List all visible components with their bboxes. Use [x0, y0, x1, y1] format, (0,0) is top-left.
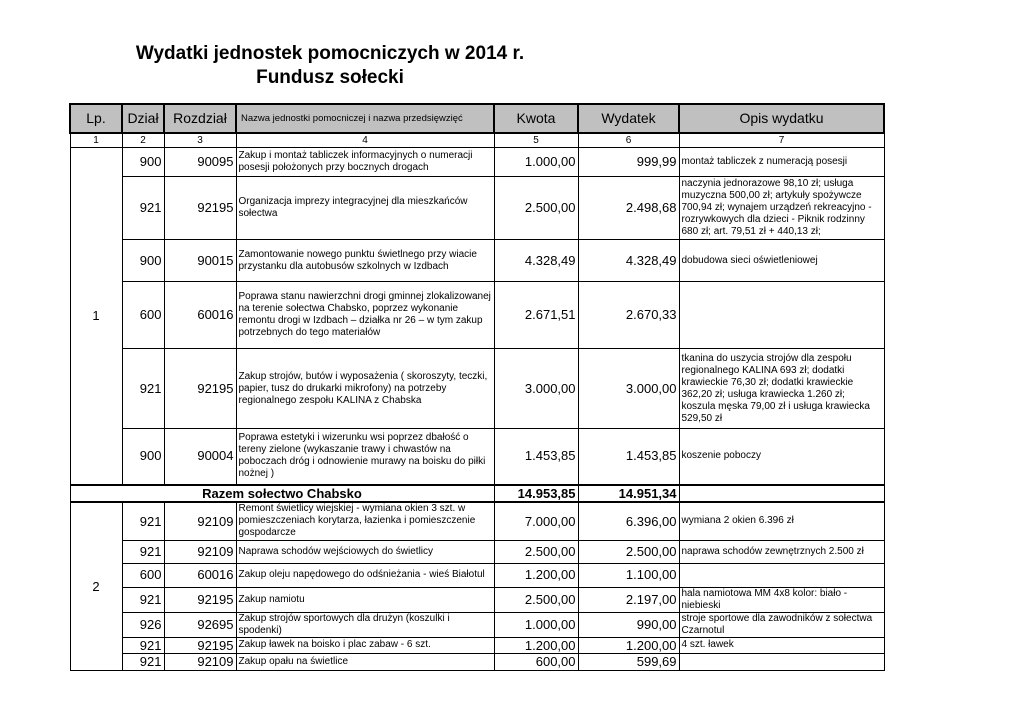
cell-rozdzial: 90095: [164, 148, 236, 177]
cell-wydatek: 2.500,00: [578, 540, 679, 563]
cell-opis: hala namiotowa MM 4x8 kolor: biało - niebieski: [679, 587, 884, 612]
header-opis: Opis wydatku: [679, 104, 884, 133]
table-row: [70, 177, 884, 240]
cell-dzial: 921: [122, 349, 164, 429]
table-row: [70, 429, 884, 485]
cell-opis: naczynia jednorazowe 98,10 zł; usługa muzyczna 500,00 zł; artykuły spożywcze 700,94 zł; wynajem urządzeń rekreacyjno - rozrywkowych dla dzieci - Piknik rodzinny 680 zł; art. 79,51 zł + 440,13 zł;: [679, 177, 884, 240]
cell-kwota: 600,00: [494, 654, 578, 671]
column-number: 1: [70, 133, 122, 148]
column-number: 7: [679, 133, 884, 148]
cell-dzial: 900: [122, 240, 164, 282]
cell-rozdzial: 92195: [164, 349, 236, 429]
cell-rozdzial: 90015: [164, 240, 236, 282]
column-number: 6: [578, 133, 679, 148]
cell-dzial: 921: [122, 177, 164, 240]
cell-wydatek: 599,69: [578, 654, 679, 671]
cell-dzial: 921: [122, 502, 164, 540]
cell-dzial: 921: [122, 637, 164, 654]
cell-dzial: 921: [122, 540, 164, 563]
column-number-row: [70, 133, 884, 148]
cell-wydatek: 999,99: [578, 148, 679, 177]
cell-dzial: 900: [122, 429, 164, 485]
cell-kwota: 4.328,49: [494, 240, 578, 282]
cell-nazwa: Poprawa stanu nawierzchni drogi gminnej zlokalizowanej na terenie sołectwa Chabsko, poprzez wykonanie remontu drogi w Izdbach – działka nr 26 – w tym zakup potrzebnych do tego materiałów: [236, 282, 494, 349]
cell-rozdzial: 92109: [164, 540, 236, 563]
expenses-table: [69, 103, 885, 671]
cell-wydatek: 3.000,00: [578, 349, 679, 429]
table-row: [70, 563, 884, 587]
cell-dzial: 926: [122, 612, 164, 637]
cell-opis: montaż tabliczek z numeracją posesji: [679, 148, 884, 177]
cell-wydatek: 6.396,00: [578, 502, 679, 540]
cell-nazwa: Remont świetlicy wiejskiej - wymiana okien 3 szt. w pomieszczeniach korytarza, łazienka i pomieszczenie gospodarcze: [236, 502, 494, 540]
table-row: [70, 349, 884, 429]
table-row: [70, 540, 884, 563]
cell-kwota: 3.000,00: [494, 349, 578, 429]
cell-rozdzial: 92109: [164, 502, 236, 540]
summary-label: Razem sołectwo Chabsko: [70, 485, 494, 503]
header-kwota: Kwota: [494, 104, 578, 133]
cell-rozdzial: 92695: [164, 612, 236, 637]
table-header-row: [70, 104, 884, 133]
table-row: [70, 654, 884, 671]
page-title: Wydatki jednostek pomocniczych w 2014 r.: [135, 43, 525, 64]
cell-wydatek: 4.328,49: [578, 240, 679, 282]
cell-rozdzial: 92109: [164, 654, 236, 671]
header-rozdzial: Rozdział: [164, 104, 236, 133]
header-nazwa: Nazwa jednostki pomocniczej i nazwa przedsięwzięć: [236, 104, 494, 133]
cell-opis: stroje sportowe dla zawodników z sołectwa Czarnotul: [679, 612, 884, 637]
cell-rozdzial: 92195: [164, 637, 236, 654]
table-row: [70, 587, 884, 612]
cell-opis: [679, 563, 884, 587]
header-dzial: Dział: [122, 104, 164, 133]
cell-dzial: 921: [122, 654, 164, 671]
cell-rozdzial: 60016: [164, 563, 236, 587]
cell-nazwa: Naprawa schodów wejściowych do świetlicy: [236, 540, 494, 563]
summary-opis: [679, 485, 884, 503]
cell-opis: tkanina do uszycia strojów dla zespołu regionalnego KALINA 693 zł; dodatki krawieckie 76,30 zł; dodatki krawieckie 362,20 zł; usługa krawiecka 1.260 zł; koszula męska 79,00 zł i usługa krawiecka 529,50 zł: [679, 349, 884, 429]
cell-opis: [679, 282, 884, 349]
cell-kwota: 1.200,00: [494, 563, 578, 587]
cell-nazwa: Zakup ławek na boisko i plac zabaw - 6 szt.: [236, 637, 494, 654]
column-number: 4: [236, 133, 494, 148]
cell-opis: wymiana 2 okien 6.396 zł: [679, 502, 884, 540]
cell-nazwa: Zakup opału na świetlice: [236, 654, 494, 671]
summary-wydatek: 14.951,34: [578, 485, 679, 503]
cell-dzial: 600: [122, 563, 164, 587]
cell-kwota: 2.671,51: [494, 282, 578, 349]
column-number: 3: [164, 133, 236, 148]
cell-kwota: 1.453,85: [494, 429, 578, 485]
table-row: [70, 612, 884, 637]
cell-wydatek: 1.100,00: [578, 563, 679, 587]
page-subtitle: Fundusz sołecki: [256, 67, 404, 88]
table-row: [70, 240, 884, 282]
cell-nazwa: Zamontowanie nowego punktu świetlnego przy wiacie przystanku dla autobusów szkolnych w Izdbach: [236, 240, 494, 282]
cell-dzial: 900: [122, 148, 164, 177]
cell-wydatek: 1.453,85: [578, 429, 679, 485]
cell-nazwa: Zakup i montaż tabliczek informacyjnych o numeracji posesji położonych przy bocznych drogach: [236, 148, 494, 177]
table-row: [70, 502, 884, 540]
cell-wydatek: 2.498,68: [578, 177, 679, 240]
cell-kwota: 7.000,00: [494, 502, 578, 540]
column-number: 2: [122, 133, 164, 148]
table-row: [70, 637, 884, 654]
cell-kwota: 1.200,00: [494, 637, 578, 654]
cell-rozdzial: 90004: [164, 429, 236, 485]
cell-nazwa: Zakup oleju napędowego do odśnieżania - wieś Białotul: [236, 563, 494, 587]
header-lp: Lp.: [70, 104, 122, 133]
cell-wydatek: 1.200,00: [578, 637, 679, 654]
summary-row: [70, 485, 884, 503]
table-row: [70, 282, 884, 349]
row-lp: 2: [70, 502, 122, 670]
cell-wydatek: 2.197,00: [578, 587, 679, 612]
table-row: [70, 148, 884, 177]
cell-opis: dobudowa sieci oświetleniowej: [679, 240, 884, 282]
row-lp: 1: [70, 148, 122, 485]
cell-nazwa: Organizacja imprezy integracyjnej dla mieszkańców sołectwa: [236, 177, 494, 240]
cell-kwota: 1.000,00: [494, 148, 578, 177]
summary-kwota: 14.953,85: [494, 485, 578, 503]
cell-kwota: 2.500,00: [494, 540, 578, 563]
cell-wydatek: 2.670,33: [578, 282, 679, 349]
cell-opis: koszenie poboczy: [679, 429, 884, 485]
cell-dzial: 600: [122, 282, 164, 349]
cell-rozdzial: 92195: [164, 587, 236, 612]
cell-kwota: 2.500,00: [494, 177, 578, 240]
cell-nazwa: Zakup strojów sportowych dla drużyn (koszulki i spodenki): [236, 612, 494, 637]
cell-rozdzial: 60016: [164, 282, 236, 349]
cell-rozdzial: 92195: [164, 177, 236, 240]
cell-opis: [679, 654, 884, 671]
cell-dzial: 921: [122, 587, 164, 612]
cell-nazwa: Zakup strojów, butów i wyposażenia ( skoroszyty, teczki, papier, tusz do drukarki mikrofony) na potrzeby regionalnego zespołu KALINA z Chabska: [236, 349, 494, 429]
cell-opis: naprawa schodów zewnętrznych 2.500 zł: [679, 540, 884, 563]
column-number: 5: [494, 133, 578, 148]
cell-kwota: 2.500,00: [494, 587, 578, 612]
cell-wydatek: 990,00: [578, 612, 679, 637]
cell-nazwa: Zakup namiotu: [236, 587, 494, 612]
cell-opis: 4 szt. ławek: [679, 637, 884, 654]
header-wydatek: Wydatek: [578, 104, 679, 133]
cell-nazwa: Poprawa estetyki i wizerunku wsi poprzez dbałość o tereny zielone (wykaszanie trawy i chwastów na poboczach dróg i odnowienie murawy na boisku do piłki nożnej ): [236, 429, 494, 485]
cell-kwota: 1.000,00: [494, 612, 578, 637]
